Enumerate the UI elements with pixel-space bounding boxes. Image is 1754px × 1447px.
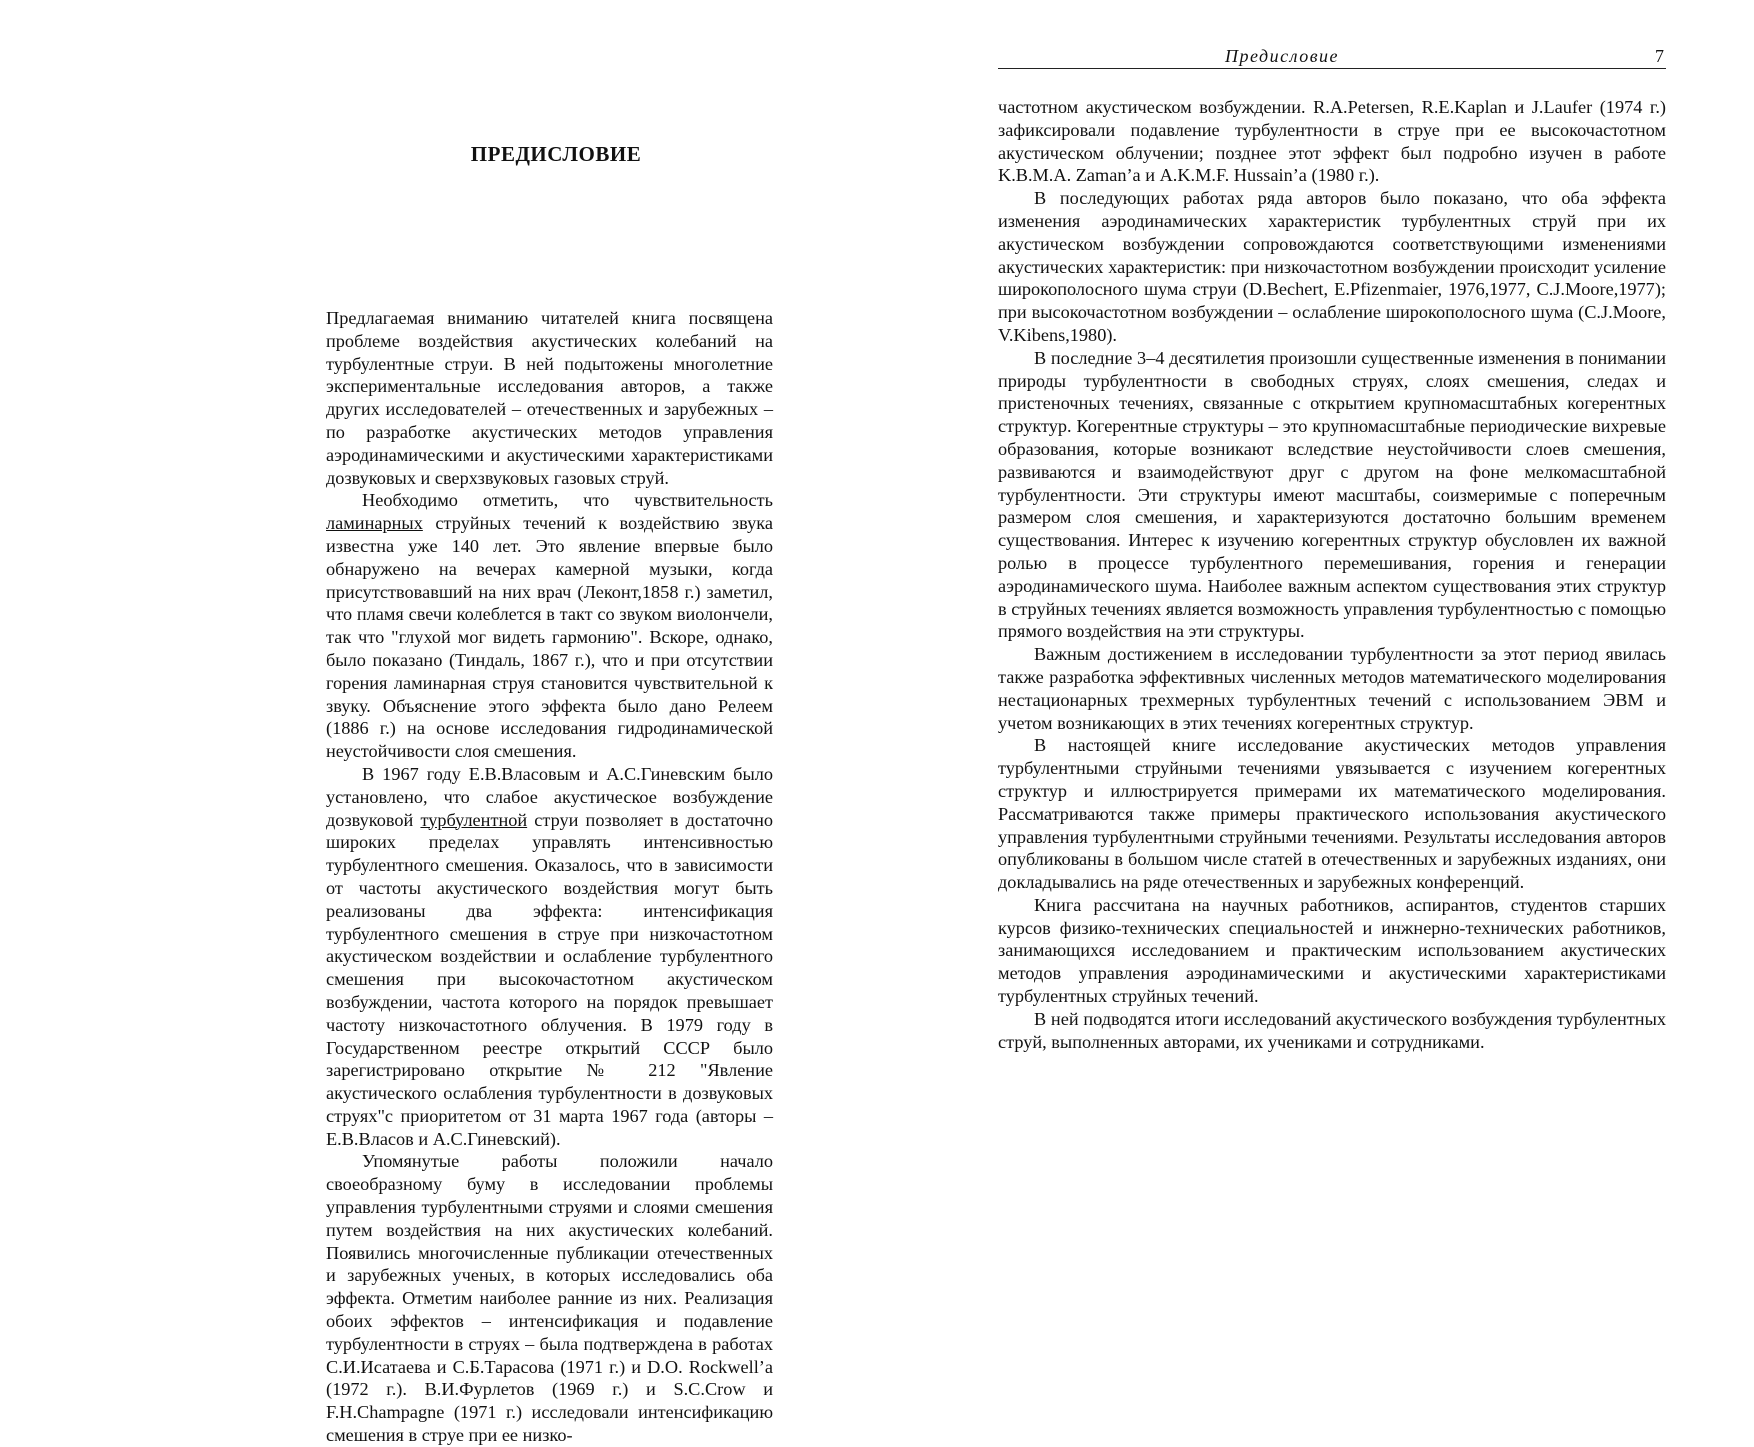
left-paragraph-1: Предлагаемая вниманию читателей книга посвящена проблеме воздействия акустических колебаний на турбулентные струи. В ней подытожены многолетние экспериментальные исследования авторов, а также других исследователей – отечественных и зарубежных – по разработке акустических методов управления аэродинамическими и акустическими характеристиками дозвуковых и сверхзвуковых газовых струй. [326, 308, 773, 488]
left-paragraph-3 [326, 763, 773, 1151]
running-title: Предисловие [1224, 46, 1339, 66]
right-paragraph-3: В последние 3–4 десятилетия произошли существенные изменения в понимании природы турбулентности в свободных струях, слоях смешения, следах и пристеночных течениях, связанные с открытием крупномасштабных когерентных структур. Когерентные структуры – это крупномасштабные периодические вихревые образования, которые возникают вследствие неустойчивости слоев смешения, развиваются и взаимодействуют друг с другом на фоне мелкомасштабной турбулентности. Эти структуры имеют масштабы, соизмеримые с поперечным размером слоя смешения, и характеризуются достаточно большим временем существования. Интерес к изучению когерентных структур обусловлен их важной ролью в процессе турбулентного перемешивания, горения и генерации аэродинамического шума. Наиболее важным аспектом существования этих структур в струйных течениях является возможность управления турбулентностью с помощью прямого воздействия на эти структуры. [998, 347, 1666, 642]
right-paragraph-7: В ней подводятся итоги исследований акустического возбуждения турбулентных струй, выполненных авторами, их учениками и сотрудниками. [998, 1008, 1666, 1052]
left-paragraph-4: Упомянутые работы положили начало своеобразному буму в исследовании проблемы управления турбулентными струями и слоями смешения путем воздействия на них акустических колебаний. Появились многочисленные публикации отечественных и зарубежных ученых, в которых исследовались оба эффекта. Отметим наиболее ранние из них. Реализация обоих эффектов – интенсификация и подавление турбулентности в струях – была подтверждена в работах С.И.Исатаева и С.Б.Тарасова (1971 г.) и D.O. Rockwell’a (1972 г.). В.И.Фурлетов (1969 г.) и S.C.Crow и F.H.Champagne (1971 г.) исследовали интенсификацию смешения в струе при ее низко- [326, 1151, 773, 1446]
right-paragraph-5: В настоящей книге исследование акустических методов управления турбулентными струйными течениями увязывается с изучением когерентных структур и иллюстрируется примерами их математического моделирования. Рассматриваются также примеры практического использования акустического управления турбулентными струйными течениями. Результаты исследования авторов опубликованы в большом числе статей в отечественных и зарубежных изданиях, они докладывались на ряде отечественных и зарубежных конференций. [998, 735, 1666, 893]
right-text-column [998, 96, 1666, 1053]
left-page [0, 0, 877, 1446]
chapter-title: ПРЕДИСЛОВИЕ [470, 142, 642, 166]
running-header [998, 44, 1666, 69]
left-paragraph-2-after: струйных течений к воздействию звука известна уже 140 лет. Это явление впервые было обнаружено на вечерах камерной музыки, когда присутствовавший на них врач (Леконт,1858 г.) заметил, что пламя свечи колеблется в такт со звуком виолончели, так что "глухой мог видеть гармонию". Вскоре, однако, было показано (Тиндаль, 1867 г.), что и при отсутствии горения ламинарная струя становится чувствительной к звуку. Объяснение этого эффекта было дано Релеем (1886 г.) на основе исследования гидродинамической неустойчивости слоя смешения. [326, 513, 773, 762]
underlined-term-laminar: ламинарных [326, 513, 423, 534]
right-paragraph-1: частотном акустическом возбуждении. R.A.Petersen, R.E.Kaplan и J.Laufer (1974 г.) зафиксировали подавление турбулентности в струе при ее высокочастотном акустическом облучении; позднее этот эффект был подробно изучен в работе K.B.M.A. Zaman’a и A.K.M.F. Hussain’a (1980 г.). [998, 97, 1666, 186]
right-paragraph-6: Книга рассчитана на научных работников, аспирантов, студентов старших курсов физико-технических специальностей и инжнерно-технических работников, занимающихся исследованием и практическим использованием акустических методов управления аэродинамическими и акустическими характеристиками турбулентных струйных течений. [998, 894, 1666, 1007]
left-paragraph-2-before: Необходимо отметить, что чувствительность [362, 490, 773, 511]
left-text-column [326, 307, 773, 1447]
left-paragraph-3-after: струи позволяет в достаточно широких пределах управлять интенсивностью турбулентного смешения. Оказалось, что в зависимости от частоты акустического воздействия могут быть реализованы два эффекта: интенсификация турбулентного смешения в струе при низкочастотном акустическом воздействии и ослабление турбулентного смешения при высокочастотном акустическом возбуждении, частота которого на порядок превышает частоту низкочастотного облучения. В 1979 году в Государственном реестре открытий СССР было зарегистрировано открытие № 212 "Явление акустического ослабления турбулентности в дозвуковых струях"с приоритетом от 31 марта 1967 года (авторы – Е.В.Власов и А.С.Гиневский). [326, 809, 774, 1149]
left-paragraph-3-before: В 1967 году Е.В.Власовым и А.С.Гиневским было установлено, что слабое акустическое возбуждение дозвуковой [326, 763, 773, 830]
left-paragraph-2 [326, 489, 773, 763]
page-number: 7 [1655, 46, 1664, 66]
right-paragraph-2: В последующих работах ряда авторов было показано, что оба эффекта изменения аэродинамических характеристик турбулентных струй при их акустическом возбуждении сопровождаются соответствующими изменениями акустических характеристик: при низкочастотном возбуждении происходит усиление широкополосного шума струи (D.Bechert, E.Pfizenmaier, 1976,1977, C.J.Moore,1977); при высокочастотном возбуждении – ослабление широкополосного шума (C.J.Moore, V.Kibens,1980). [998, 188, 1666, 345]
right-paragraph-4: Важным достижением в исследовании турбулентности за этот период явилась также разработка эффективных численных методов математического моделирования нестационарных трехмерных турбулентных течений с использованием ЭВМ и учетом возникающих в этих течениях когерентных структур. [998, 644, 1666, 733]
underlined-term-turbulent: турбулентной [420, 809, 528, 830]
